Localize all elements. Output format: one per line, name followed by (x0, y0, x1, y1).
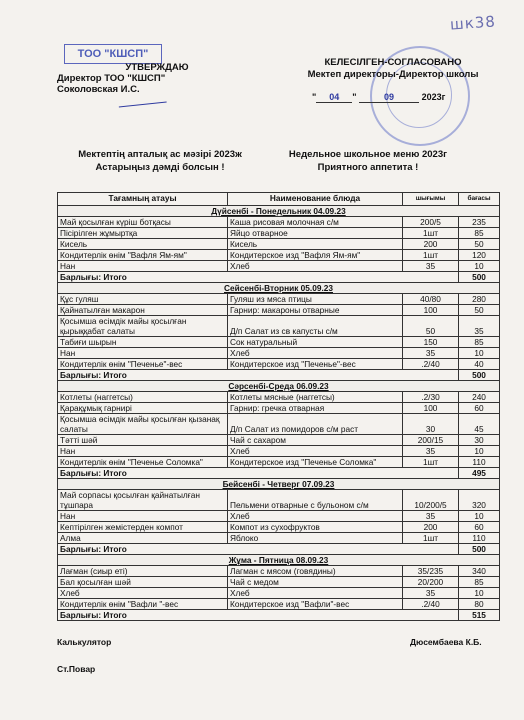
dish-yield: 35 (403, 511, 459, 522)
dish-name-russian: Хлеб (228, 348, 403, 359)
day-header: Бейсенбі - Четверг 07.09.23 (58, 479, 500, 490)
dish-name-kazakh: Кептірілген жемістерден компот (58, 522, 228, 533)
dish-name-russian: Котлеты мясные (наггетсы) (228, 392, 403, 403)
dish-yield: 35 (403, 446, 459, 457)
calculator-name: Дюсембаева К.Б. (410, 637, 482, 647)
dish-yield: 100 (403, 403, 459, 414)
total-row (58, 272, 500, 283)
total-price: 500 (459, 272, 500, 283)
dish-name-kazakh: Котлеты (наггетсы) (58, 392, 228, 403)
table-row (58, 337, 500, 348)
dish-price: 50 (459, 305, 500, 316)
dish-yield: 200/5 (403, 217, 459, 228)
dish-name-kazakh: Табиғи шырын (58, 337, 228, 348)
day-header-row (58, 283, 500, 294)
dish-yield: 1шт (403, 250, 459, 261)
dish-price: 45 (459, 414, 500, 435)
header-yield: шығымы (403, 193, 459, 206)
dish-name-kazakh: Нан (58, 511, 228, 522)
total-label: Барлығы: Итого (58, 468, 459, 479)
dish-price: 10 (459, 511, 500, 522)
dish-name-kazakh: Лағман (сиыр еті) (58, 566, 228, 577)
dish-name-kazakh: Қайнатылған макарон (58, 305, 228, 316)
table-row (58, 446, 500, 457)
header-russian: Наименование блюда (228, 193, 403, 206)
total-price: 500 (459, 544, 500, 555)
dish-price: 60 (459, 522, 500, 533)
title-russian-line2: Приятного аппетита ! (317, 162, 419, 173)
dish-name-russian: Кондитерское изд "Печенье Соломка" (228, 457, 403, 468)
dish-yield: 35 (403, 261, 459, 272)
total-label: Барлығы: Итого (58, 272, 459, 283)
dish-name-kazakh: Кондитерлік өнім "Вафли "-вес (58, 599, 228, 610)
dish-yield: 150 (403, 337, 459, 348)
dish-price: 10 (459, 588, 500, 599)
dish-name-kazakh: Нан (58, 446, 228, 457)
school-director-title: Мектеп директоры-Директор школы (307, 69, 479, 80)
approve-heading: УТВЕРЖДАЮ (125, 62, 189, 73)
dish-yield: 50 (403, 316, 459, 337)
dish-yield: 200/15 (403, 435, 459, 446)
dish-name-kazakh: Құс гуляш (58, 294, 228, 305)
dish-name-russian: Хлеб (228, 588, 403, 599)
table-row (58, 435, 500, 446)
dish-price: 110 (459, 457, 500, 468)
dish-name-kazakh: Май сорпасы қосылған қайнатылған тұшпара (58, 490, 228, 511)
dish-yield: 20/200 (403, 577, 459, 588)
dish-yield: 1шт (403, 228, 459, 239)
dish-name-russian: Гарнир: макароны отварные (228, 305, 403, 316)
total-price: 515 (459, 610, 500, 621)
dish-name-russian: Чай с сахаром (228, 435, 403, 446)
day-header: Дүйсенбі - Понедельник 04.09.23 (58, 206, 500, 217)
dish-price: 85 (459, 577, 500, 588)
table-row (58, 305, 500, 316)
title-russian-line1: Недельное школьное меню 2023г (288, 149, 448, 160)
dish-name-russian: Хлеб (228, 261, 403, 272)
total-row (58, 610, 500, 621)
table-row (58, 217, 500, 228)
dish-price: 30 (459, 435, 500, 446)
dish-price: 10 (459, 446, 500, 457)
dish-price: 40 (459, 359, 500, 370)
day-header-row (58, 381, 500, 392)
table-row (58, 348, 500, 359)
dish-name-russian: Кондитерское изд "Печенье"-вес (228, 359, 403, 370)
dish-name-kazakh: Қосымша өсімдік майы қосылған қырыққабат салаты (58, 316, 228, 337)
table-row (58, 316, 500, 337)
dish-name-russian: Д/п Салат из св капусты с/м (228, 316, 403, 337)
table-header-row (58, 193, 500, 206)
table-row (58, 577, 500, 588)
dish-yield: .2/30 (403, 392, 459, 403)
dish-price: 110 (459, 533, 500, 544)
dish-yield: 200 (403, 522, 459, 533)
table-row (58, 522, 500, 533)
dish-yield: 1шт (403, 457, 459, 468)
table-row (58, 414, 500, 435)
dish-yield: 40/80 (403, 294, 459, 305)
corner-handwritten-note: шк38 (449, 12, 497, 34)
dish-yield: 200 (403, 239, 459, 250)
dish-name-kazakh: Нан (58, 348, 228, 359)
table-row (58, 599, 500, 610)
dish-name-kazakh: Хлеб (58, 588, 228, 599)
dish-name-kazakh: Кондитерлік өнім "Вафля Ям-ям" (58, 250, 228, 261)
table-row (58, 511, 500, 522)
header-price: бағасы (459, 193, 500, 206)
dish-name-russian: Хлеб (228, 511, 403, 522)
table-row (58, 250, 500, 261)
dish-name-kazakh: Нан (58, 261, 228, 272)
dish-yield: 35 (403, 348, 459, 359)
dish-name-kazakh: Қарақұмық гарнирі (58, 403, 228, 414)
table-row (58, 359, 500, 370)
dish-yield: 30 (403, 414, 459, 435)
dish-name-kazakh: Кондитерлік өнім "Печенье Соломка" (58, 457, 228, 468)
dish-name-russian: Кисель (228, 239, 403, 250)
table-row (58, 294, 500, 305)
day-header-row (58, 555, 500, 566)
dish-yield: .2/40 (403, 359, 459, 370)
table-row (58, 566, 500, 577)
dish-yield: 1шт (403, 533, 459, 544)
dish-name-russian: Сок натуральный (228, 337, 403, 348)
dish-price: 120 (459, 250, 500, 261)
date-year: 2023г (421, 92, 446, 102)
day-header: Жұма - Пятница 08.09.23 (58, 555, 500, 566)
dish-name-kazakh: Май қосылған күріш ботқасы (58, 217, 228, 228)
day-header-row (58, 479, 500, 490)
agreed-heading: КЕЛЕСІЛГЕН-СОГЛАСОВАНО (324, 57, 462, 68)
title-kazakh (65, 148, 255, 174)
table-row (58, 392, 500, 403)
dish-name-kazakh: Бал қосылған шәй (58, 577, 228, 588)
dish-name-kazakh: Кисель (58, 239, 228, 250)
table-row (58, 228, 500, 239)
table-row (58, 403, 500, 414)
dish-name-russian: Хлеб (228, 446, 403, 457)
table-row (58, 261, 500, 272)
dish-yield: 100 (403, 305, 459, 316)
total-row (58, 468, 500, 479)
title-kazakh-line1: Мектептің апталық ас мәзірі 2023ж (78, 149, 242, 160)
dish-price: 340 (459, 566, 500, 577)
total-row (58, 544, 500, 555)
total-label: Барлығы: Итого (58, 610, 459, 621)
approval-date: " 04 " 09 2023г (312, 92, 446, 102)
dish-yield: 10/200/5 (403, 490, 459, 511)
table-row (58, 490, 500, 511)
dish-name-russian: Яйцо отварное (228, 228, 403, 239)
dish-name-kazakh: Тәтті шәй (58, 435, 228, 446)
dish-name-russian: Яблоко (228, 533, 403, 544)
table-row (58, 588, 500, 599)
dish-name-russian: Пельмени отварные с бульоном с/м (228, 490, 403, 511)
company-stamp: ТОО "КШСП" (64, 44, 162, 64)
total-price: 495 (459, 468, 500, 479)
table-row (58, 239, 500, 250)
date-day: 04 (316, 92, 352, 103)
dish-price: 320 (459, 490, 500, 511)
dish-name-russian: Кондитерское изд "Вафли"-вес (228, 599, 403, 610)
day-header-row (58, 206, 500, 217)
dish-price: 10 (459, 348, 500, 359)
dish-price: 10 (459, 261, 500, 272)
dish-name-russian: Гарнир: гречка отварная (228, 403, 403, 414)
dish-name-russian: Д/п Салат из помидоров с/м раст (228, 414, 403, 435)
dish-name-russian: Гуляш из мяса птицы (228, 294, 403, 305)
table-row (58, 533, 500, 544)
total-row (58, 370, 500, 381)
dish-name-kazakh: Кондитерлік өнім "Печенье"-вес (58, 359, 228, 370)
cook-label: Ст.Повар (57, 664, 96, 674)
dish-name-russian: Лагман с мясом (говядины) (228, 566, 403, 577)
total-label: Барлығы: Итого (58, 370, 459, 381)
day-header: Сейсенбі-Вторник 05.09.23 (58, 283, 500, 294)
total-price: 500 (459, 370, 500, 381)
dish-price: 80 (459, 599, 500, 610)
title-russian (283, 148, 453, 174)
dish-name-kazakh: Қосымша өсімдік майы қосылған қызанақ салаты (58, 414, 228, 435)
approve-director-title: Директор ТОО "КШСП" (57, 73, 166, 84)
dish-name-russian: Каша рисовая молочная с/м (228, 217, 403, 228)
dish-name-russian: Кондитерское изд "Вафля Ям-ям" (228, 250, 403, 261)
date-month: 09 (359, 92, 419, 103)
dish-name-russian: Чай с медом (228, 577, 403, 588)
dish-price: 50 (459, 239, 500, 250)
header-kazakh: Тағамның атауы (58, 193, 228, 206)
calculator-label: Калькулятор (57, 637, 112, 647)
approval-block-right (293, 57, 493, 81)
table-row (58, 457, 500, 468)
total-label: Барлығы: Итого (58, 544, 459, 555)
dish-price: 240 (459, 392, 500, 403)
dish-yield: .2/40 (403, 599, 459, 610)
dish-price: 280 (459, 294, 500, 305)
dish-price: 235 (459, 217, 500, 228)
menu-table (57, 192, 500, 621)
dish-price: 35 (459, 316, 500, 337)
approve-director-name: Соколовская И.С. (57, 84, 140, 95)
day-header: Сәрсенбі-Среда 06.09.23 (58, 381, 500, 392)
dish-yield: 35 (403, 588, 459, 599)
title-kazakh-line2: Астарыңыз дәмді болсын ! (95, 162, 225, 173)
dish-price: 60 (459, 403, 500, 414)
dish-name-kazakh: Алма (58, 533, 228, 544)
dish-price: 85 (459, 337, 500, 348)
dish-price: 85 (459, 228, 500, 239)
dish-name-kazakh: Пісірілген жұмыртқа (58, 228, 228, 239)
dish-name-russian: Компот из сухофруктов (228, 522, 403, 533)
dish-yield: 35/235 (403, 566, 459, 577)
